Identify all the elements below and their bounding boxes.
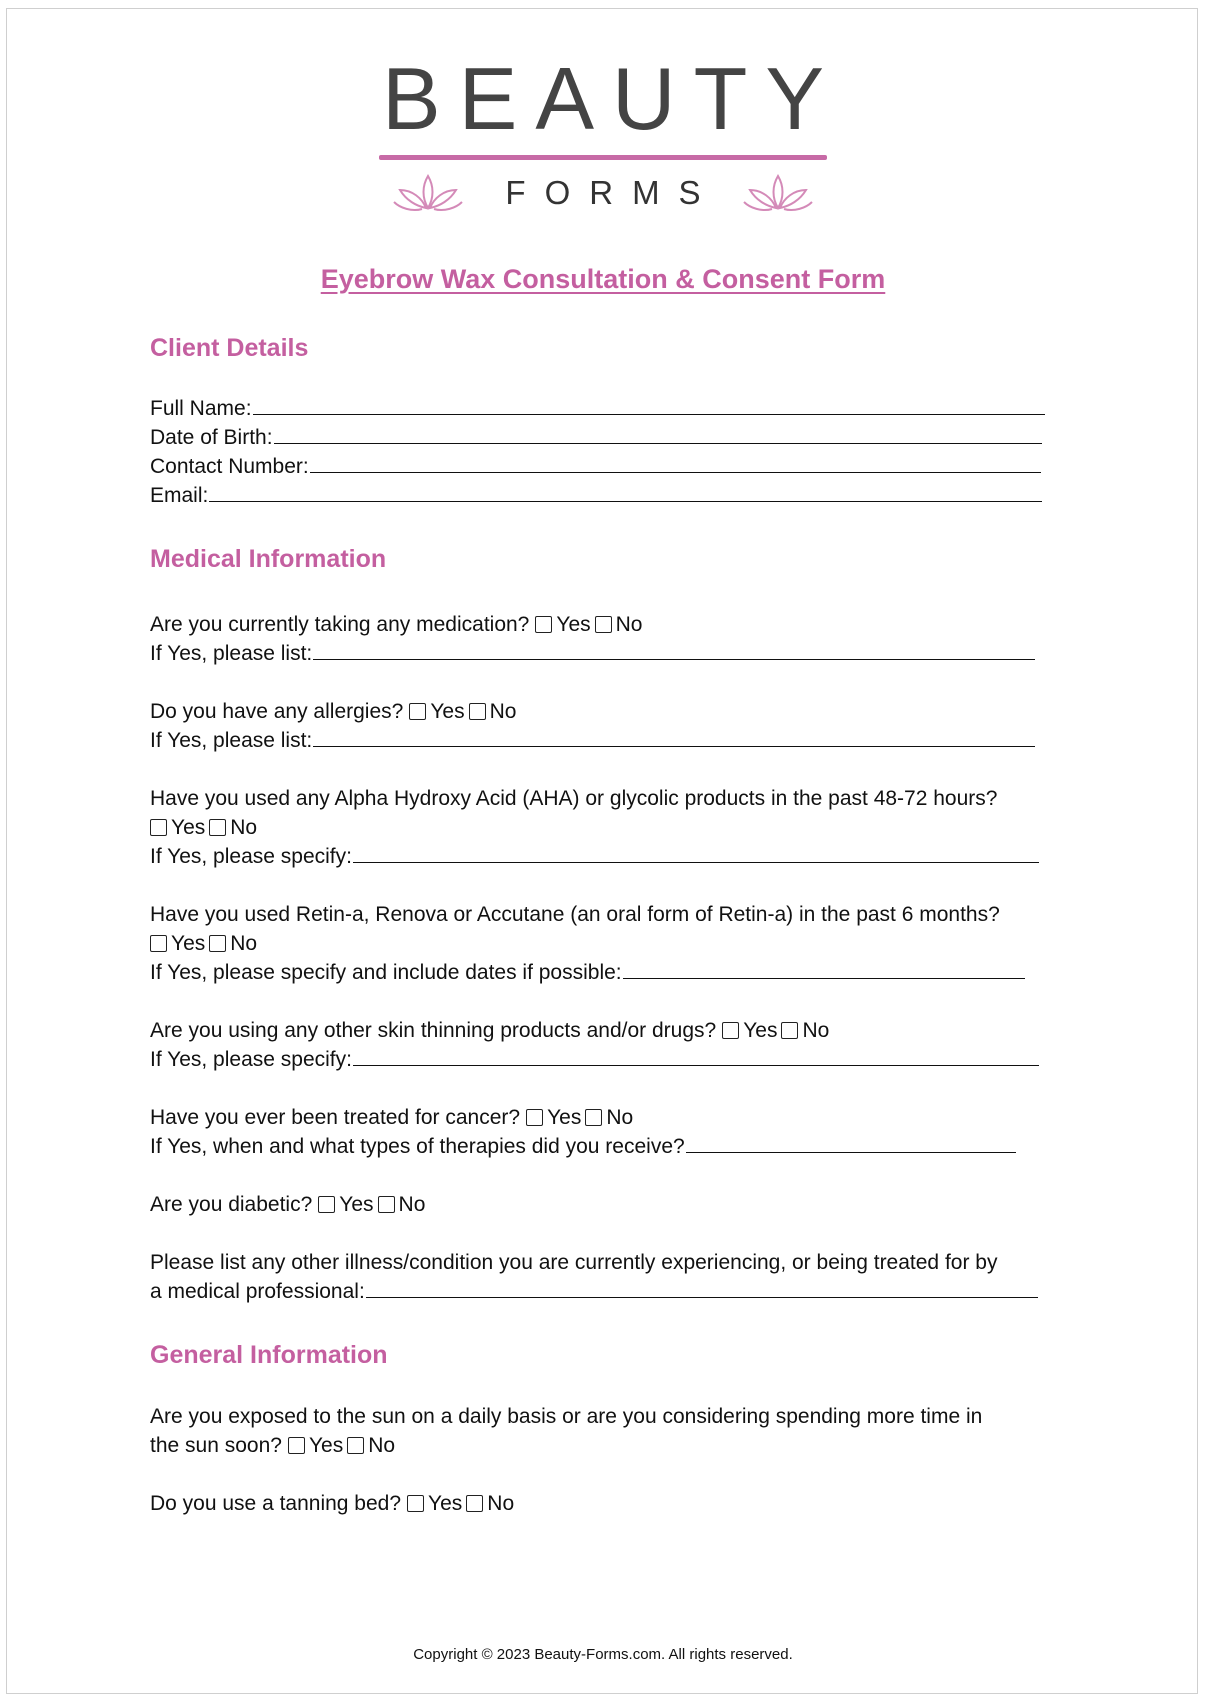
no-label: No bbox=[487, 1492, 515, 1515]
allergies-list-field[interactable] bbox=[313, 728, 1035, 747]
aha-follow-label: If Yes, please specify: bbox=[150, 845, 352, 868]
yes-label: Yes bbox=[308, 1434, 344, 1457]
other-illness-follow-up bbox=[150, 1279, 1038, 1305]
no-label: No bbox=[615, 613, 643, 636]
yes-label: Yes bbox=[547, 1106, 582, 1129]
date-of-birth-label: Date of Birth: bbox=[150, 426, 273, 449]
section-heading-medical-information: Medical Information bbox=[150, 545, 387, 573]
retin-a-follow-label: If Yes, please specify and include dates if possible: bbox=[150, 961, 622, 984]
allergies-question bbox=[150, 699, 516, 725]
logo-forms-row bbox=[0, 172, 1206, 212]
diabetic-question-text: Are you diabetic? bbox=[150, 1193, 313, 1216]
sun-exposure-question-text-2: the sun soon? bbox=[150, 1434, 282, 1457]
allergies-question-text: Do you have any allergies? bbox=[150, 700, 404, 723]
email-row bbox=[150, 483, 1042, 509]
tanning-bed-question-text: Do you use a tanning bed? bbox=[150, 1492, 402, 1515]
yes-label: Yes bbox=[743, 1019, 778, 1042]
lotus-icon bbox=[742, 172, 814, 212]
aha-specify-field[interactable] bbox=[353, 844, 1039, 863]
lotus-icon bbox=[392, 172, 464, 212]
aha-question-text: Have you used any Alpha Hydroxy Acid (AHA) or glycolic products in the past 48-72 hours? bbox=[150, 787, 998, 810]
date-of-birth-field[interactable] bbox=[274, 425, 1042, 444]
skin-thinning-follow-label: If Yes, please specify: bbox=[150, 1048, 352, 1071]
no-label: No bbox=[230, 816, 258, 839]
cancer-yes-checkbox[interactable] bbox=[526, 1109, 543, 1126]
full-name-row bbox=[150, 396, 1045, 422]
aha-question bbox=[150, 786, 997, 812]
logo-divider bbox=[379, 155, 827, 160]
retin-a-follow-up bbox=[150, 960, 1025, 986]
medication-question bbox=[150, 612, 643, 638]
beauty-forms-logo bbox=[0, 49, 1206, 212]
yes-label: Yes bbox=[430, 700, 465, 723]
contact-number-row bbox=[150, 454, 1041, 480]
yes-label: Yes bbox=[171, 816, 206, 839]
no-label: No bbox=[606, 1106, 634, 1129]
aha-options bbox=[150, 815, 257, 841]
sun-exposure-options bbox=[150, 1433, 395, 1459]
date-of-birth-row bbox=[150, 425, 1042, 451]
cancer-follow-label: If Yes, when and what types of therapies did you receive? bbox=[150, 1135, 685, 1158]
other-illness-question-text: Please list any other illness/condition you are currently experiencing, or being treated for by bbox=[150, 1251, 998, 1274]
yes-label: Yes bbox=[556, 613, 591, 636]
full-name-field[interactable] bbox=[253, 396, 1045, 415]
skin-thinning-follow-up bbox=[150, 1047, 1039, 1073]
allergies-no-checkbox[interactable] bbox=[469, 703, 486, 720]
no-label: No bbox=[489, 700, 517, 723]
skin-thinning-no-checkbox[interactable] bbox=[781, 1022, 798, 1039]
cancer-question-text: Have you ever been treated for cancer? bbox=[150, 1106, 521, 1129]
diabetic-no-checkbox[interactable] bbox=[378, 1196, 395, 1213]
logo-beauty-word: BEAUTY bbox=[381, 49, 843, 148]
tanning-bed-no-checkbox[interactable] bbox=[466, 1495, 483, 1512]
contact-number-field[interactable] bbox=[310, 454, 1041, 473]
medication-follow-label: If Yes, please list: bbox=[150, 642, 313, 665]
tanning-bed-yes-checkbox[interactable] bbox=[407, 1495, 424, 1512]
medication-list-field[interactable] bbox=[313, 641, 1035, 660]
yes-label: Yes bbox=[171, 932, 206, 955]
email-field[interactable] bbox=[209, 483, 1042, 502]
no-label: No bbox=[230, 932, 258, 955]
medication-yes-checkbox[interactable] bbox=[535, 616, 552, 633]
retin-a-no-checkbox[interactable] bbox=[209, 935, 226, 952]
aha-follow-up bbox=[150, 844, 1039, 870]
email-label: Email: bbox=[150, 484, 209, 507]
retin-a-options bbox=[150, 931, 257, 957]
diabetic-yes-checkbox[interactable] bbox=[318, 1196, 335, 1213]
full-name-label: Full Name: bbox=[150, 397, 252, 420]
medication-question-text: Are you currently taking any medication? bbox=[150, 613, 530, 636]
no-label: No bbox=[398, 1193, 426, 1216]
form-title: Eyebrow Wax Consultation & Consent Form bbox=[320, 264, 886, 294]
other-illness-question bbox=[150, 1250, 997, 1276]
yes-label: Yes bbox=[339, 1193, 374, 1216]
cancer-question bbox=[150, 1105, 633, 1131]
tanning-bed-question bbox=[150, 1491, 514, 1517]
sun-exposure-no-checkbox[interactable] bbox=[347, 1437, 364, 1454]
skin-thinning-yes-checkbox[interactable] bbox=[722, 1022, 739, 1039]
contact-number-label: Contact Number: bbox=[150, 455, 309, 478]
allergies-follow-label: If Yes, please list: bbox=[150, 729, 313, 752]
cancer-therapies-field[interactable] bbox=[686, 1134, 1016, 1153]
cancer-no-checkbox[interactable] bbox=[585, 1109, 602, 1126]
section-heading-client-details: Client Details bbox=[150, 334, 309, 362]
retin-a-yes-checkbox[interactable] bbox=[150, 935, 167, 952]
skin-thinning-specify-field[interactable] bbox=[353, 1047, 1039, 1066]
allergies-yes-checkbox[interactable] bbox=[409, 703, 426, 720]
allergies-follow-up bbox=[150, 728, 1035, 754]
diabetic-question bbox=[150, 1192, 425, 1218]
retin-a-question-text: Have you used Retin-a, Renova or Accutane (an oral form of Retin-a) in the past 6 months? bbox=[150, 903, 1000, 926]
aha-yes-checkbox[interactable] bbox=[150, 819, 167, 836]
skin-thinning-question bbox=[150, 1018, 829, 1044]
other-illness-field[interactable] bbox=[366, 1279, 1038, 1298]
section-heading-general-information: General Information bbox=[150, 1341, 388, 1369]
sun-exposure-question-text: Are you exposed to the sun on a daily basis or are you considering spending more time in bbox=[150, 1405, 983, 1428]
medication-no-checkbox[interactable] bbox=[595, 616, 612, 633]
sun-exposure-yes-checkbox[interactable] bbox=[288, 1437, 305, 1454]
logo-forms-word: FORMS bbox=[505, 173, 720, 211]
aha-no-checkbox[interactable] bbox=[209, 819, 226, 836]
sun-exposure-question bbox=[150, 1404, 982, 1430]
no-label: No bbox=[802, 1019, 830, 1042]
cancer-follow-up bbox=[150, 1134, 1016, 1160]
retin-a-question bbox=[150, 902, 1000, 928]
copyright-footer: Copyright © 2023 Beauty-Forms.com. All rights reserved. bbox=[413, 1646, 793, 1663]
retin-a-specify-field[interactable] bbox=[623, 960, 1025, 979]
no-label: No bbox=[368, 1434, 396, 1457]
yes-label: Yes bbox=[428, 1492, 463, 1515]
skin-thinning-question-text: Are you using any other skin thinning products and/or drugs? bbox=[150, 1019, 717, 1042]
medication-follow-up bbox=[150, 641, 1035, 667]
other-illness-follow-label: a medical professional: bbox=[150, 1280, 365, 1303]
